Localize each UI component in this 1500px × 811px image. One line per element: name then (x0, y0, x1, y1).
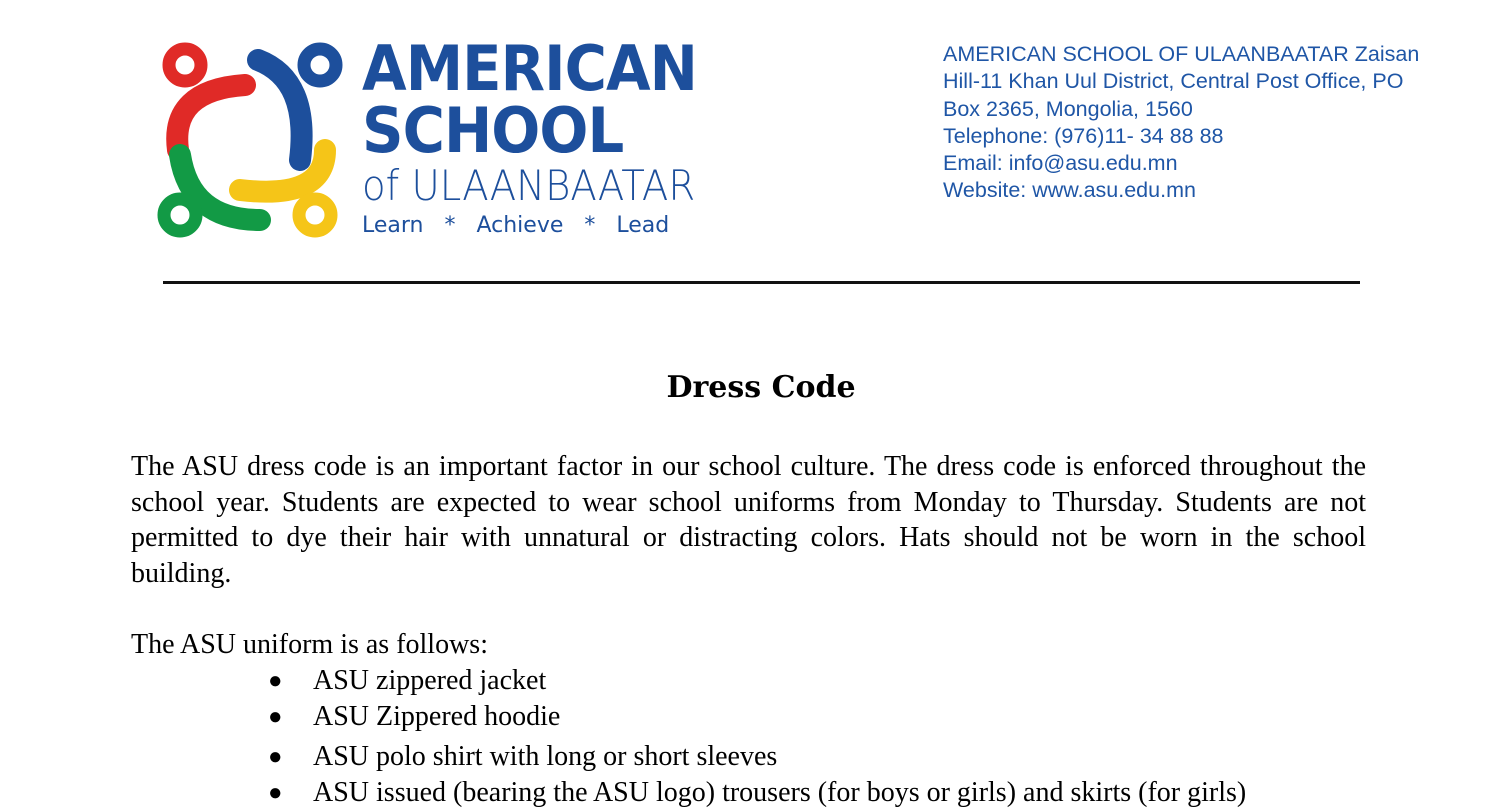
list-item (0, 699, 1246, 735)
logo-line-ulaanbaatar: of ULAANBAATAR (362, 161, 696, 210)
email: Email: info@asu.edu.mn (943, 151, 1178, 176)
people-circle-logo-icon (150, 30, 350, 250)
logo-line-american: AMERICAN (362, 32, 698, 105)
dress-code-paragraph: The ASU dress code is an important factor in our school culture. The dress code is enforced throughout the school year. Students are expected to wear school uniforms from Monday to Thursday. Students are not permitted to dye their hair with unnatural or distracting colors. Hats should not be worn in the school building. (131, 451, 1366, 589)
list-item (0, 775, 1246, 811)
logo-tagline: Learn * Achieve * Lead (362, 213, 670, 238)
school-logo (150, 30, 710, 250)
page-title: Dress Code (666, 370, 856, 405)
logo-line-school: SCHOOL (362, 94, 624, 167)
bullet-icon: ● (268, 668, 283, 694)
address-line: Hill-11 Khan Uul District, Central Post Office, PO (943, 69, 1404, 94)
bullet-icon: ● (268, 704, 283, 730)
uniform-intro: The ASU uniform is as follows: (131, 629, 488, 660)
list-item (0, 663, 1246, 699)
address-line: Box 2365, Mongolia, 1560 (943, 96, 1193, 121)
bullet-icon: ● (268, 780, 283, 806)
telephone: Telephone: (976)11- 34 88 88 (943, 123, 1224, 148)
bullet-icon: ● (268, 744, 283, 770)
header-divider (163, 281, 1360, 284)
list-item-text: ASU zippered jacket (313, 665, 547, 696)
address-line: AMERICAN SCHOOL OF ULAANBAATAR Zaisan (943, 42, 1420, 66)
list-item-text: ASU issued (bearing the ASU logo) trousers (for boys or girls) and skirts (for girls) (313, 777, 1247, 808)
list-item-text: ASU Zippered hoodie (313, 701, 561, 732)
school-address (943, 41, 1419, 205)
uniform-list (0, 663, 1246, 811)
website: Website: www.asu.edu.mn (943, 178, 1196, 203)
list-item (0, 739, 1246, 775)
list-item-text: ASU polo shirt with long or short sleeves (313, 741, 778, 772)
